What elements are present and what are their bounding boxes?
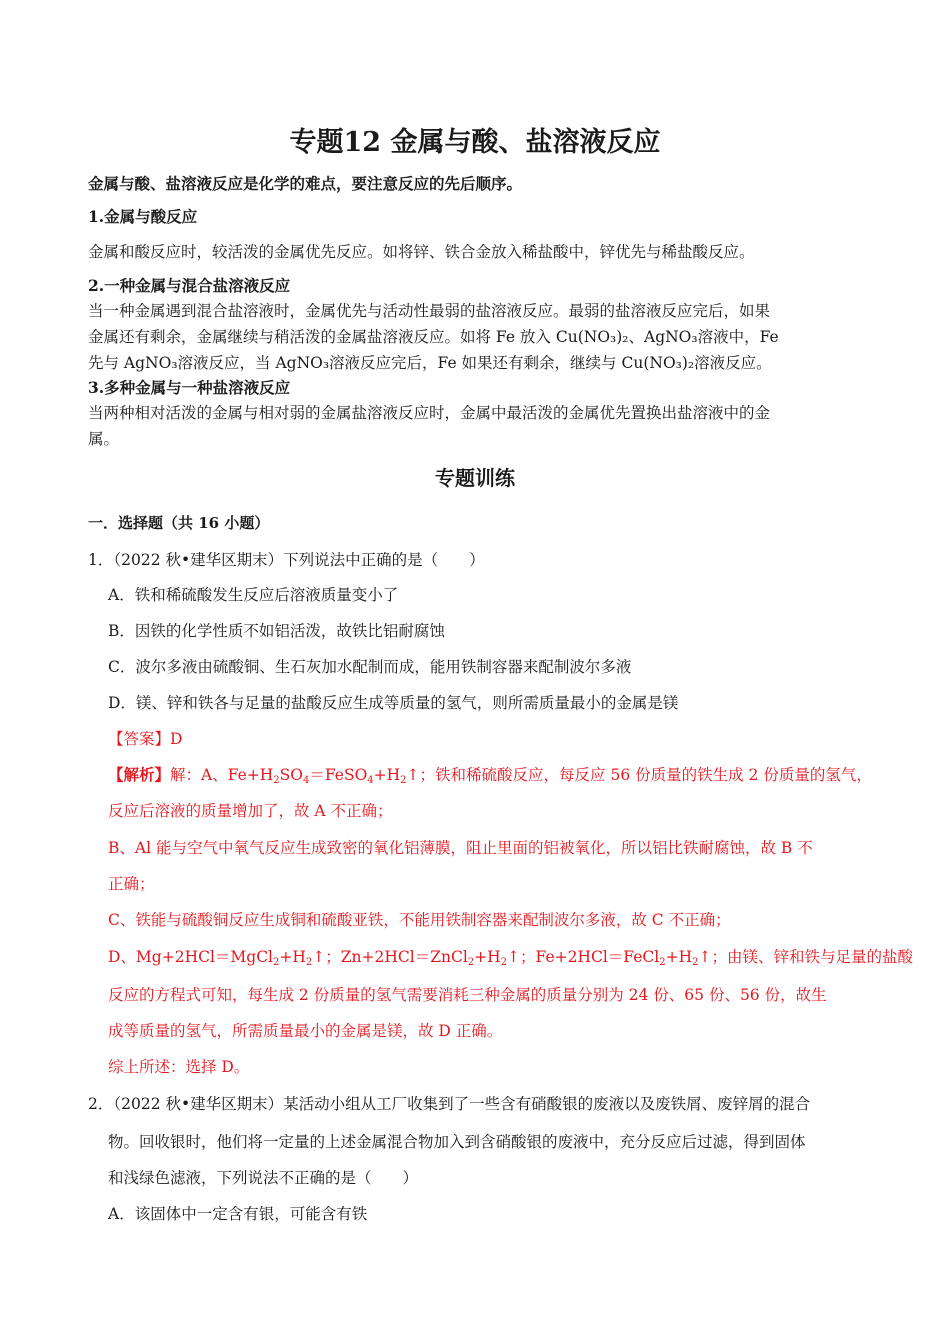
intro-text: 金属与酸、盐溶液反应是化学的难点，要注意反应的先后顺序。 bbox=[88, 174, 523, 193]
q2-stem-line-2: 物。回收银时，他们将一定量的上述金属混合物加入到含硝酸银的废液中，充分反应后过滤，得到固体 bbox=[108, 1133, 806, 1151]
q1-option-d: D．镁、锌和铁各与足量的盐酸反应生成等质量的氢气，则所需质量最小的金属是镁 bbox=[108, 694, 679, 712]
q1-option-b: B．因铁的化学性质不如铝活泼，故铁比铝耐腐蚀 bbox=[108, 622, 445, 640]
page-title: 专题12 金属与酸、盐溶液反应 bbox=[289, 127, 661, 158]
q1-analysis-c: C、铁能与硫酸铜反应生成铜和硫酸亚铁，不能用铁制容器来配制波尔多液，故 C 不正确； bbox=[108, 911, 731, 929]
section-2-line-2: 金属还有剩余，金属继续与稍活泼的金属盐溶液反应。如将 Fe 放入 Cu(NO₃)₂、AgNO₃溶液中，Fe bbox=[88, 328, 779, 346]
section-2-line-1: 当一种金属遇到混合盐溶液时，金属优先与活动性最弱的盐溶液反应。最弱的盐溶液反应完后，如果 bbox=[88, 302, 771, 320]
q2-stem-line-3: 和浅绿色滤液，下列说法不正确的是（ ） bbox=[108, 1169, 419, 1187]
q1-answer: 【答案】D bbox=[108, 730, 183, 748]
q1-analysis-d-line-3: 成等质量的氢气，所需质量最小的金属是镁，故 D 正确。 bbox=[108, 1022, 503, 1040]
section-2-heading: 2.一种金属与混合盐溶液反应 bbox=[88, 276, 291, 295]
q1-analysis-d-line-2: 反应的方程式可知，每生成 2 份质量的氢气需要消耗三种金属的质量分别为 24 份、65 份、56 份，故生 bbox=[108, 986, 827, 1004]
section-2-line-3: 先与 AgNO₃溶液反应，当 AgNO₃溶液反应完后，Fe 如果还有剩余，继续与 Cu(NO₃)₂溶液反应。 bbox=[88, 354, 772, 372]
q1-option-a: A．铁和稀硫酸发生反应后溶液质量变小了 bbox=[108, 586, 399, 604]
analysis-label: 【解析】 bbox=[108, 765, 171, 784]
q1-analysis-b-line-2: 正确； bbox=[108, 875, 155, 893]
q1-analysis-d-line-1: D、$Mg+2HCl=MgCl_2+H_2↑$；$Zn+2HCl=ZnCl_2+H_2↑$；$Fe+2HCl=FeCl_2+H_2↑$；由镁、锌和铁与足量的盐酸 bbox=[108, 948, 913, 968]
q1-analysis-a-line-2: 反应后溶液的质量增加了，故 A 不正确； bbox=[108, 802, 393, 820]
q1-option-c: C．波尔多液由硫酸铜、生石灰加水配制而成，能用铁制容器来配制波尔多液 bbox=[108, 658, 632, 676]
q1-stem: 1．（2022 秋•建华区期末）下列说法中正确的是（ ） bbox=[88, 551, 485, 569]
q1-summary: 综上所述：选择 D。 bbox=[108, 1058, 250, 1076]
section-3-line-2: 属。 bbox=[88, 430, 120, 448]
q2-option-a: A．该固体中一定含有银，可能含有铁 bbox=[108, 1205, 368, 1223]
section-1-text: 金属和酸反应时，较活泼的金属优先反应。如将锌、铁合金放入稀盐酸中，锌优先与稀盐酸反应。 bbox=[88, 243, 755, 261]
section-3-line-1: 当两种相对活泼的金属与相对弱的金属盐溶液反应时，金属中最活泼的金属优先置换出盐溶液中的金 bbox=[88, 404, 771, 422]
training-title: 专题训练 bbox=[435, 466, 515, 490]
part-title: 一．选择题（共 16 小题） bbox=[88, 514, 270, 532]
section-1-heading: 1.金属与酸反应 bbox=[88, 207, 198, 226]
q1-analysis-a-line-1: 【解析】解：A、$Fe+H_2SO_4=FeSO_4+H_2↑$；铁和稀硫酸反应，每反应 56 份质量的铁生成 2 份质量的氢气， bbox=[108, 765, 872, 786]
q1-analysis-b-line-1: B、Al 能与空气中氧气反应生成致密的氧化铝薄膜，阻止里面的铝被氧化，所以铝比铁耐腐蚀，故 B 不 bbox=[108, 839, 813, 857]
section-3-heading: 3.多种金属与一种盐溶液反应 bbox=[88, 378, 291, 397]
q2-stem-line-1: 2．（2022 秋•建华区期末）某活动小组从工厂收集到了一些含有硝酸银的废液以及废铁屑、废锌屑的混合 bbox=[88, 1095, 811, 1113]
